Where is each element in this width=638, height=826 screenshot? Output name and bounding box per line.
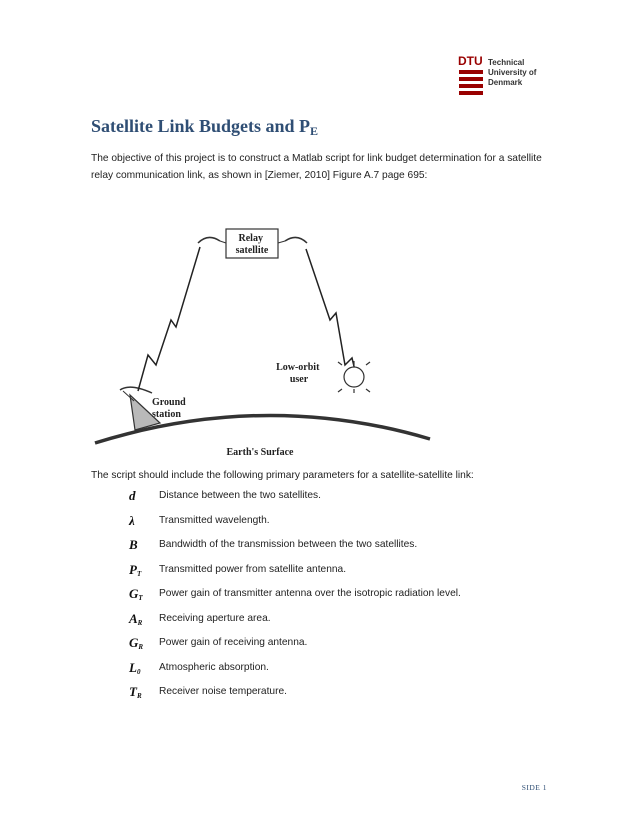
param-symbol: λ <box>129 512 135 528</box>
parameters-lead: The script should include the following primary parameters for a satellite-satellite link: <box>91 470 474 481</box>
relay-dish-left-icon <box>198 237 220 243</box>
logo-line: Denmark <box>488 78 523 87</box>
param-symbol: B <box>129 537 138 552</box>
param-symbol: $L_0$ <box>129 659 141 676</box>
param-row <box>91 533 561 558</box>
page-number: SIDE 1 <box>521 783 547 792</box>
page-title <box>91 116 318 139</box>
parameter-list <box>91 484 561 705</box>
logo-line: University of <box>488 68 537 77</box>
param-symbol: $G_T$ <box>129 586 143 602</box>
relay-dish-right-icon <box>285 237 307 243</box>
param-row <box>91 607 561 632</box>
dtu-logo-text <box>488 58 536 88</box>
user-label <box>276 362 322 385</box>
param-row <box>91 631 561 656</box>
logo-line: Technical <box>488 58 525 67</box>
low-orbit-user <box>344 367 364 387</box>
param-row <box>91 558 561 583</box>
user-label-line: Low-orbit <box>276 362 320 373</box>
title-subscript: E <box>310 124 319 138</box>
param-row <box>91 582 561 607</box>
ground-label-line: Ground <box>152 397 186 408</box>
dtu-logo <box>458 54 558 100</box>
param-row <box>91 656 561 681</box>
intro-paragraph: The objective of this project is to construct a Matlab script for link budget determination for a satellite relay communication link, as shown in [Ziemer, 2010] Figure A.7 page 695: <box>91 153 542 181</box>
param-description: Transmitted wavelength. <box>159 514 270 526</box>
param-description: Power gain of receiving antenna. <box>159 637 308 648</box>
param-row <box>91 509 561 534</box>
param-symbol: d <box>129 488 136 503</box>
relay-label-line: satellite <box>235 245 269 256</box>
ground-label-line: station <box>152 409 181 420</box>
param-row <box>91 484 561 509</box>
user-label-line: user <box>289 374 309 385</box>
ground-label <box>152 397 188 420</box>
uplink-path <box>138 247 200 391</box>
param-symbol: $T_R$ <box>129 684 142 700</box>
param-description: Receiving aperture area. <box>159 612 271 624</box>
param-symbol: $A_R$ <box>129 610 143 627</box>
param-description: Bandwidth of the transmission between the two satellites. <box>159 539 418 550</box>
param-symbol: $G_R$ <box>129 635 144 651</box>
relay-label-line: Relay <box>238 233 263 244</box>
param-description: Transmitted power from satellite antenna. <box>159 563 347 575</box>
svg-text:DTU: DTU <box>458 54 483 68</box>
param-description: Receiver noise temperature. <box>159 686 287 697</box>
dtu-logo-mark <box>458 54 484 100</box>
param-description: Atmospheric absorption. <box>159 661 269 673</box>
satellite-link-figure <box>90 215 435 465</box>
param-description: Power gain of transmitter antenna over the isotropic radiation level. <box>159 588 461 599</box>
surface-label: Earth's Surface <box>226 447 294 458</box>
param-row <box>91 680 561 705</box>
param-description: Distance between the two satellites. <box>159 490 321 501</box>
relay-label <box>236 233 269 256</box>
param-symbol: $P_T$ <box>129 561 142 578</box>
title-main: Satellite Link Budgets and P <box>91 116 311 136</box>
